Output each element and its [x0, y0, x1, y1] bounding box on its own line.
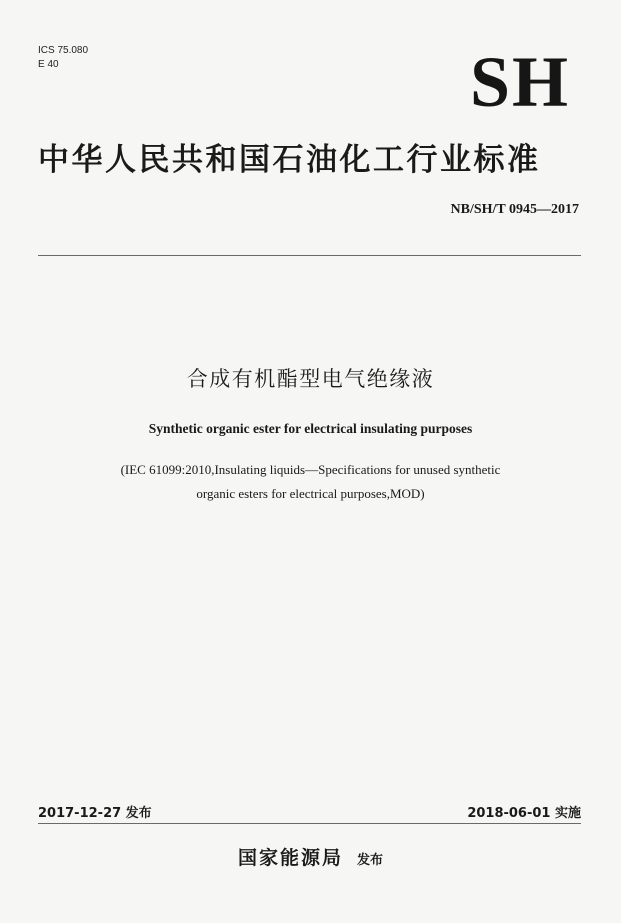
classification-codes — [38, 44, 88, 72]
issuer — [0, 843, 621, 870]
standard-title: 中华人民共和国石油化工行业标准 — [38, 142, 541, 178]
ics-code: ICS 75.080 — [38, 45, 89, 56]
top-divider — [38, 255, 581, 256]
iec-reference-line-1: (IEC 61099:2010,Insulating liquids—Specifications for unused synthetic — [120, 462, 501, 477]
document-title-zh: 合成有机酯型电气绝缘液 — [186, 367, 435, 391]
iec-reference-line-2: organic esters for electrical purposes,MOD) — [196, 486, 425, 501]
document-title-en: Synthetic organic ester for electrical insulating purposes — [148, 421, 473, 436]
issuer-suffix: 发布 — [357, 853, 384, 868]
sh-logo: SH — [470, 42, 571, 122]
issue-date: 2017-12-27 发布 — [38, 806, 152, 821]
standard-code: NB/SH/T 0945—2017 — [450, 202, 579, 217]
bottom-divider — [38, 823, 581, 824]
ccs-code: E 40 — [38, 59, 59, 70]
iec-reference — [55, 458, 566, 506]
issuer-name: 国家能源局 — [237, 847, 343, 869]
implementation-date: 2018-06-01 实施 — [467, 806, 581, 821]
